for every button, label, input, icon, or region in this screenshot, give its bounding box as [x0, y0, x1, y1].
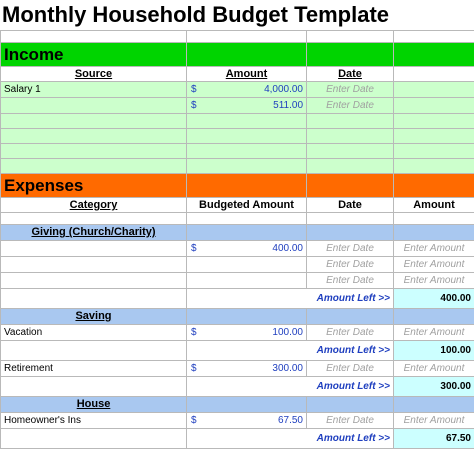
income-amount-value: 4,000.00	[264, 84, 303, 95]
expense-amount-cell[interactable]: Enter Amount	[394, 325, 474, 341]
amount-left-value[interactable]: 300.00	[394, 377, 474, 397]
amount-left-value[interactable]: 67.50	[394, 429, 474, 449]
expense-item-row	[1, 361, 474, 377]
currency-symbol: $	[191, 361, 197, 376]
expense-item-row	[1, 257, 474, 273]
cell[interactable]	[1, 341, 187, 361]
cell[interactable]	[307, 225, 394, 241]
cell[interactable]	[187, 114, 307, 129]
expense-amount-cell[interactable]: Enter Amount	[394, 273, 474, 289]
cell[interactable]	[394, 98, 474, 114]
amount-left-value[interactable]: 100.00	[394, 341, 474, 361]
cell[interactable]	[394, 82, 474, 98]
amount-left-label: Amount Left >>	[187, 377, 394, 397]
cell[interactable]	[394, 397, 474, 413]
cell[interactable]	[187, 174, 307, 198]
income-date-cell[interactable]: Enter Date	[307, 82, 394, 98]
amount-left-row	[1, 289, 474, 309]
cell[interactable]	[394, 43, 474, 67]
cell[interactable]	[307, 309, 394, 325]
income-section-label[interactable]: Income	[1, 43, 187, 67]
expense-item-row	[1, 413, 474, 429]
budget-amount-value: 67.50	[278, 415, 303, 426]
expenses-column-headers	[1, 198, 474, 213]
cell[interactable]	[307, 213, 394, 225]
income-column-headers	[1, 67, 474, 82]
cell[interactable]	[394, 114, 474, 129]
cell[interactable]	[394, 225, 474, 241]
expenses-section-label[interactable]: Expenses	[1, 174, 187, 198]
cell[interactable]	[187, 397, 307, 413]
expense-item-row	[1, 241, 474, 257]
amount-left-row	[1, 429, 474, 449]
budget-amount-cell[interactable]	[187, 361, 307, 377]
expense-date-cell[interactable]: Enter Date	[307, 413, 394, 429]
cell[interactable]	[1, 257, 187, 273]
income-row-empty	[1, 144, 474, 159]
cell[interactable]	[187, 144, 307, 159]
budget-amount-value: 400.00	[272, 243, 303, 254]
cell[interactable]	[1, 129, 187, 144]
income-row	[1, 98, 474, 114]
cell[interactable]	[307, 159, 394, 174]
amount-left-row	[1, 341, 474, 361]
cell[interactable]	[394, 174, 474, 198]
cell[interactable]	[187, 43, 307, 67]
amount-left-label: Amount Left >>	[187, 341, 394, 361]
cell[interactable]	[394, 31, 474, 43]
cell[interactable]	[394, 67, 474, 82]
cell[interactable]	[187, 159, 307, 174]
cell[interactable]	[307, 43, 394, 67]
amount-left-row	[1, 377, 474, 397]
cell[interactable]	[1, 31, 187, 43]
expense-date-cell[interactable]: Enter Date	[307, 257, 394, 273]
expense-date-cell[interactable]: Enter Date	[307, 273, 394, 289]
budgeted-amount-header[interactable]: Budgeted Amount	[187, 198, 307, 213]
expense-date-cell[interactable]: Enter Date	[307, 361, 394, 377]
cell[interactable]	[307, 114, 394, 129]
category-header[interactable]: Category	[1, 198, 187, 213]
expense-amount-cell[interactable]: Enter Amount	[394, 241, 474, 257]
expense-amount-cell[interactable]: Enter Amount	[394, 257, 474, 273]
cell[interactable]	[394, 159, 474, 174]
income-amount-value: 511.00	[273, 100, 303, 111]
expense-item-row	[1, 325, 474, 341]
cell[interactable]	[1, 159, 187, 174]
currency-symbol: $	[191, 325, 197, 340]
income-amount-cell[interactable]	[187, 98, 307, 114]
cell[interactable]	[307, 174, 394, 198]
cell[interactable]	[187, 129, 307, 144]
expense-item-cell[interactable]: Retirement	[1, 361, 187, 377]
amount-left-label: Amount Left >>	[187, 429, 394, 449]
expense-date-header[interactable]: Date	[307, 198, 394, 213]
cell[interactable]	[187, 225, 307, 241]
income-row	[1, 82, 474, 98]
amount-left-label: Amount Left >>	[187, 289, 394, 309]
source-header[interactable]: Source	[1, 67, 187, 82]
category-name[interactable]: Saving	[1, 309, 187, 325]
blank-row	[1, 31, 474, 43]
currency-symbol: $	[191, 82, 197, 97]
expense-date-cell[interactable]: Enter Date	[307, 325, 394, 341]
cell[interactable]	[1, 429, 187, 449]
cell[interactable]	[394, 129, 474, 144]
currency-symbol: $	[191, 98, 197, 113]
currency-symbol: $	[191, 241, 197, 256]
category-header-row	[1, 309, 474, 325]
cell[interactable]	[1, 144, 187, 159]
budget-amount-value: 300.00	[272, 363, 303, 374]
expense-date-cell[interactable]: Enter Date	[307, 241, 394, 257]
income-row-empty	[1, 159, 474, 174]
budget-grid	[0, 30, 474, 449]
amount-left-value[interactable]: 400.00	[394, 289, 474, 309]
cell[interactable]	[394, 309, 474, 325]
category-name[interactable]: House	[1, 397, 187, 413]
income-date-cell[interactable]: Enter Date	[307, 98, 394, 114]
cell[interactable]	[1, 114, 187, 129]
category-header-row	[1, 225, 474, 241]
blank-row	[1, 213, 474, 225]
cell[interactable]	[307, 397, 394, 413]
cell[interactable]	[1, 377, 187, 397]
expense-amount-cell[interactable]: Enter Amount	[394, 361, 474, 377]
cell[interactable]	[187, 257, 307, 273]
budget-amount-cell[interactable]	[187, 325, 307, 341]
expense-amount-cell[interactable]: Enter Amount	[394, 413, 474, 429]
cell[interactable]	[1, 289, 187, 309]
expense-item-row	[1, 273, 474, 289]
expense-amount-header[interactable]: Amount	[394, 198, 474, 213]
income-date-header[interactable]: Date	[307, 67, 394, 82]
cell[interactable]	[187, 213, 307, 225]
income-source-cell[interactable]: Salary 1	[1, 82, 187, 98]
cell[interactable]	[307, 129, 394, 144]
budget-amount-cell[interactable]	[187, 413, 307, 429]
sheet-title: Monthly Household Budget Template	[2, 0, 389, 30]
category-name[interactable]: Giving (Church/Charity)	[1, 225, 187, 241]
income-row-empty	[1, 129, 474, 144]
cell[interactable]	[307, 31, 394, 43]
budget-amount-cell[interactable]	[187, 241, 307, 257]
cell[interactable]	[187, 309, 307, 325]
expense-item-cell[interactable]: Vacation	[1, 325, 187, 341]
income-amount-header[interactable]: Amount	[187, 67, 307, 82]
cell[interactable]	[1, 213, 187, 225]
category-header-row	[1, 397, 474, 413]
expense-item-cell[interactable]: Homeowner's Ins	[1, 413, 187, 429]
budget-amount-value: 100.00	[272, 327, 303, 338]
expense-item-cell[interactable]	[1, 241, 187, 257]
income-amount-cell[interactable]	[187, 82, 307, 98]
cell[interactable]	[187, 31, 307, 43]
cell[interactable]	[1, 273, 187, 289]
cell[interactable]	[307, 144, 394, 159]
cell[interactable]	[394, 144, 474, 159]
income-row-empty	[1, 114, 474, 129]
expenses-section-header	[1, 174, 474, 198]
cell[interactable]	[394, 213, 474, 225]
cell[interactable]	[187, 273, 307, 289]
currency-symbol: $	[191, 413, 197, 428]
income-source-cell[interactable]	[1, 98, 187, 114]
income-section-header	[1, 43, 474, 67]
